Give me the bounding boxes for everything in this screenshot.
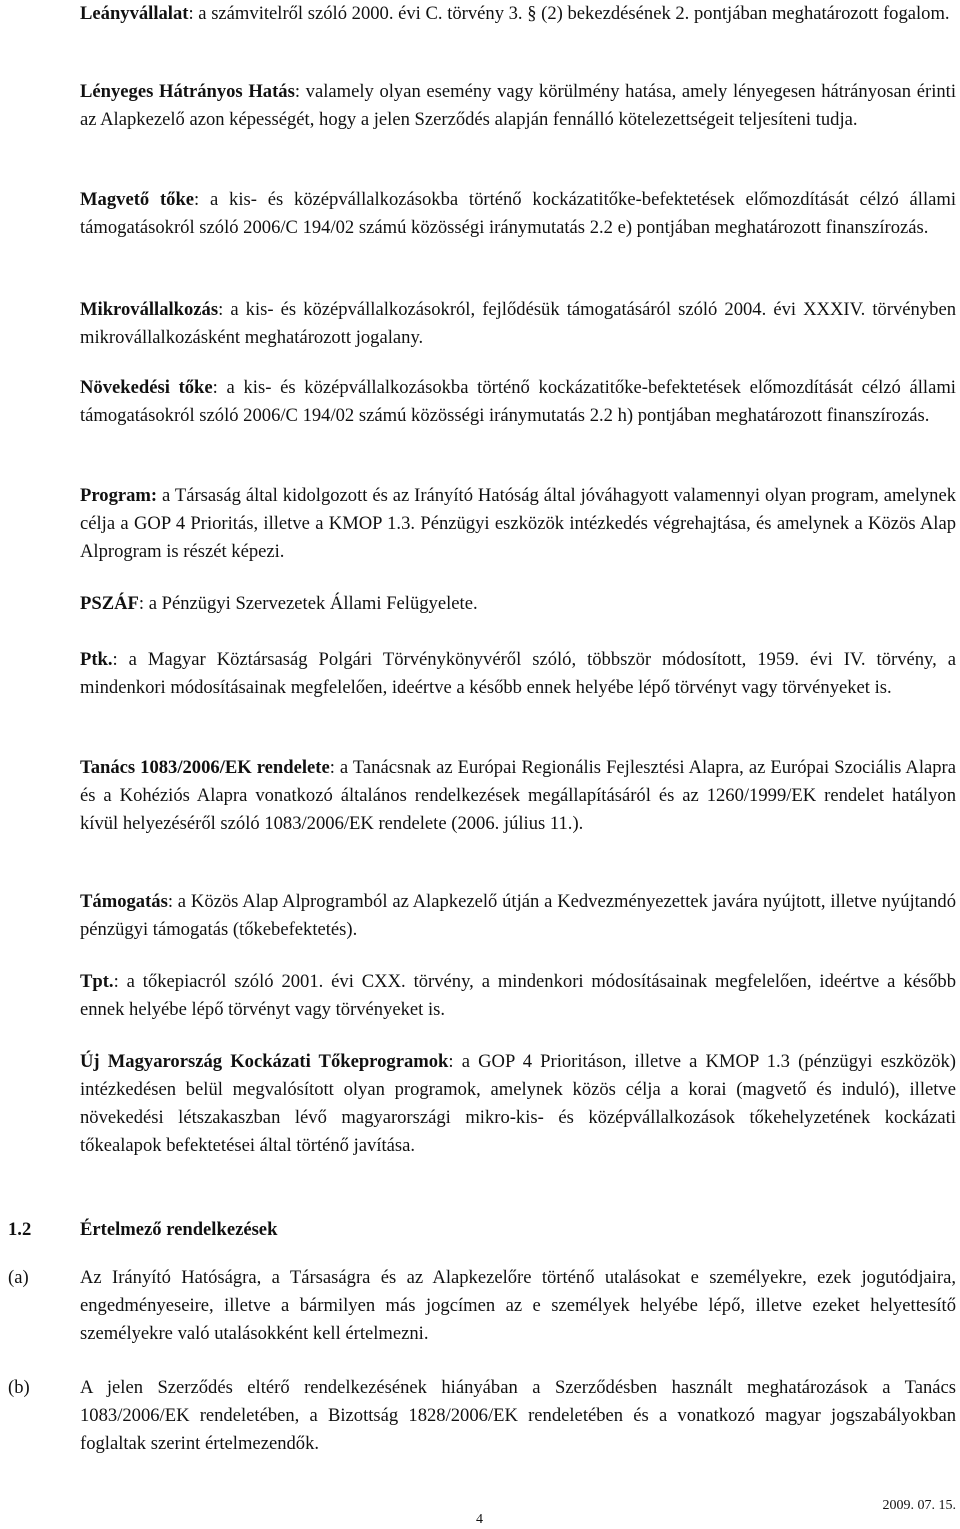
definition-novekedesi-toke <box>80 374 956 430</box>
definition-term: Magvető tőke <box>80 189 195 210</box>
definition-text: a Közös Alap Alprogramból az Alapkezelő útján a Kedvezményezettek javára nyújtott, illetve nyújtandó pénzügyi támogatás (tőkebefektetés). <box>80 891 956 940</box>
definition-separator: : <box>194 189 200 210</box>
definition-term: Támogatás <box>80 891 168 912</box>
definition-separator: : <box>167 891 173 912</box>
definition-term: Leányvállalat <box>80 3 189 24</box>
definition-separator: : <box>188 3 194 24</box>
list-item-label: (b) <box>8 1377 30 1398</box>
definition-separator: : <box>112 649 118 670</box>
definition-separator: : <box>212 377 218 398</box>
section-heading <box>8 1216 277 1244</box>
definition-separator: : <box>113 971 119 992</box>
definition-text: a kis- és középvállalkozásokba történő kockázatitőke-befektetések előmozdítását célzó állami támogatásokról szóló 2006/C 194/02 számú közösségi iránymutatás 2.2 e) pontjában meghatározott finanszírozás. <box>80 189 956 238</box>
definition-term: Tanács 1083/2006/EK rendelete <box>80 757 330 778</box>
definition-text: a tőkepiacról szóló 2001. évi CXX. törvény, a mindenkori módosításainak megfelelően, ideértve a később ennek helyébe lépő törvényt vagy törvényeket is. <box>80 971 956 1020</box>
definition-text: a számvitelről szóló 2000. évi C. törvény 3. § (2) bekezdésének 2. pontjában meghatározott fogalom. <box>193 3 950 24</box>
list-item-text: A jelen Szerződés eltérő rendelkezésének hiányában a Szerződésben használt meghatározások a Tanács 1083/2006/EK rendeletében, a Bizottság 1828/2006/EK rendeletében és a vonatkozó magyar jogszabályokban foglaltak szerint értelmezendők. <box>80 1377 956 1454</box>
definition-text: a kis- és középvállalkozásokba történő kockázatitőke-befektetések előmozdítását célzó állami támogatásokról szóló 2006/C 194/02 számú közösségi iránymutatás 2.2 h) pontjában meghatározott finanszírozás. <box>80 377 956 426</box>
definition-leanyvallalat <box>80 0 956 28</box>
definition-text: a Társaság által kidolgozott és az Irányító Hatóság által jóváhagyott valamennyi olyan program, amelynek célja a GOP 4 Prioritás, illetve a KMOP 1.3. Pénzügyi eszközök intézkedés végrehajtása, és amelynek a Közös Alap Alprogram is részét képezi. <box>80 485 956 562</box>
definition-text: a GOP 4 Prioritáson, illetve a KMOP 1.3 (pénzügyi eszközök) intézkedésen belül megvalósított olyan programok, amelynek közös célja a korai (magvető és induló), illetve növekedési létszakaszban lévő magyarországi mikro-kis- és középvállalkozások tőkehelyzetének kockázati tőkealapok befektetései által történő javítása. <box>80 1051 956 1156</box>
definition-program <box>80 482 956 566</box>
definition-term: Lényeges Hátrányos Hatás <box>80 81 295 102</box>
page-number: 4 <box>476 1512 483 1527</box>
definition-text: a Pénzügyi Szervezetek Állami Felügyelete. <box>144 593 478 614</box>
section-number: 1.2 <box>8 1219 32 1240</box>
definition-term: Mikrovállalkozás <box>80 299 219 320</box>
definition-separator: : <box>218 299 224 320</box>
definition-tamogatas <box>80 888 956 944</box>
definition-tpt <box>80 968 956 1024</box>
list-item-text: Az Irányító Hatóságra, a Társaságra és az Alapkezelőre történő utalásokat e személyekre, ezek jogutódjaira, engedményeseire, illetve a bármilyen más jogcímen az e személyek helyébe lépő, illetve ezeket helyettesítő személyekre való utalásokként kell értelmezni. <box>80 1267 956 1344</box>
definition-ptk <box>80 646 956 702</box>
definition-pszaf <box>80 590 956 618</box>
definition-term: Új Magyarország Kockázati Tőkeprogramok <box>80 1051 449 1072</box>
definition-mikrovallalkozas <box>80 296 956 352</box>
definition-term: Növekedési tőke <box>80 377 213 398</box>
footer-date: 2009. 07. 15. <box>882 1498 956 1513</box>
definition-separator: : <box>294 81 300 102</box>
definition-lenyeges-hatranyos-hatas <box>80 78 956 134</box>
definition-text: a kis- és középvállalkozásokról, fejlődésük támogatásáról szóló 2004. évi XXXIV. törvényben mikrovállalkozásként meghatározott jogalany. <box>80 299 956 348</box>
definition-text: a Tanácsnak az Európai Regionális Fejlesztési Alapra, az Európai Szociális Alapra és a Kohéziós Alapra vonatkozó általános rendelkezések megállapításáról és az 1260/1999/EK rendelet hatályon kívül helyezéséről szóló 1083/2006/EK rendelete (2006. július 11.). <box>80 757 956 834</box>
definition-uj-magyarorszag-kockazati-tokeprogramok <box>80 1048 956 1160</box>
definition-text: valamely olyan esemény vagy körülmény hatása, amely lényegesen hátrányosan érinti az Alapkezelő azon képességét, hogy a jelen Szerződés alapján fennálló kötelezettségeit teljesíteni tudja. <box>80 81 956 130</box>
definition-term: PSZÁF <box>80 593 139 614</box>
definition-text: a Magyar Köztársaság Polgári Törvénykönyvéről szóló, többször módosított, 1959. évi IV. törvény, a mindenkori módosításainak megfelelően, ideértve a később ennek helyébe lépő törvényt vagy törvényeket is. <box>80 649 956 698</box>
section-title: Értelmező rendelkezések <box>80 1219 278 1240</box>
definition-separator: : <box>329 757 335 778</box>
definition-magveto-toke <box>80 186 956 242</box>
definition-tanacs-rendelet <box>80 754 956 838</box>
definition-separator: : <box>448 1051 454 1072</box>
list-item-label: (a) <box>8 1267 29 1288</box>
definition-separator: : <box>138 593 145 614</box>
definition-term: Tpt. <box>80 971 114 992</box>
definition-term: Program: <box>80 485 158 506</box>
definition-term: Ptk. <box>80 649 113 670</box>
